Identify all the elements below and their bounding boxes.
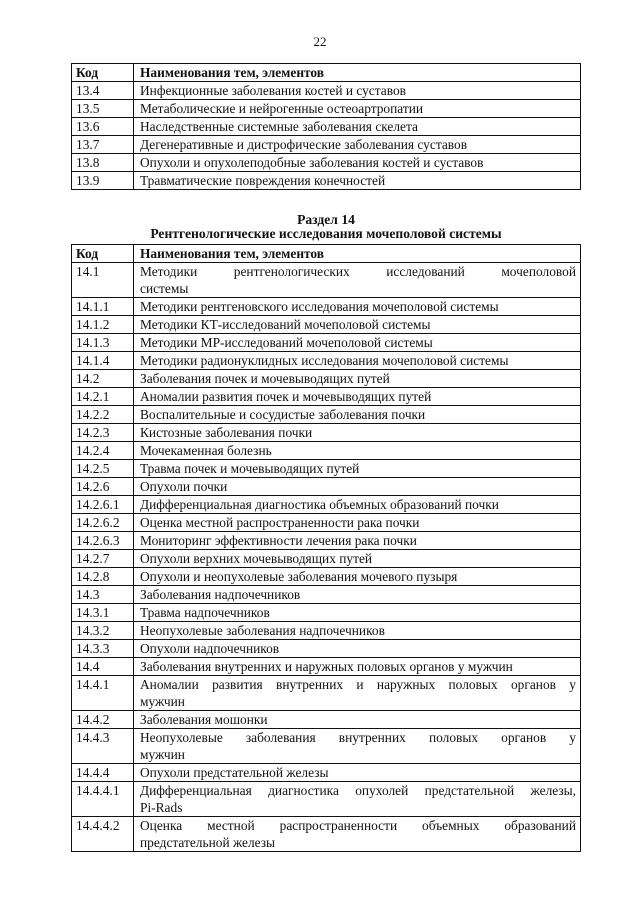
- row-topic-name: Травматические повреждения конечностей: [134, 172, 581, 190]
- row-code: 14.4.3: [72, 729, 134, 764]
- table-row: [72, 711, 581, 729]
- row-code: 14.4.1: [72, 676, 134, 711]
- topics-table-section-14: [71, 244, 581, 852]
- row-code: 14.2: [72, 370, 134, 388]
- table-row: [72, 406, 581, 424]
- row-topic-name-line1: Оценка местной распространенности объемных образований: [140, 818, 576, 833]
- table-row: [72, 352, 581, 370]
- table-row: [72, 442, 581, 460]
- row-code: 14.1.1: [72, 298, 134, 316]
- table-row: [72, 370, 581, 388]
- row-code: 14.1.2: [72, 316, 134, 334]
- row-topic-name-line1: Дифференциальная диагностика опухолей предстательной железы,: [140, 783, 576, 798]
- row-code: 13.6: [72, 118, 134, 136]
- table-row: [72, 622, 581, 640]
- row-topic-name-line1: Методики рентгенологических исследований мочеполовой: [140, 264, 576, 279]
- table-row: [72, 568, 581, 586]
- row-code: 14.2.8: [72, 568, 134, 586]
- table-row: [72, 388, 581, 406]
- row-topic-name: Дегенеративные и дистрофические заболевания суставов: [134, 136, 581, 154]
- row-topic-name-line1: Неопухолевые заболевания внутренних половых органов у: [140, 730, 576, 745]
- table-row: [72, 316, 581, 334]
- row-topic-name: Инфекционные заболевания костей и суставов: [134, 82, 581, 100]
- row-topic-name: Опухоли надпочечников: [134, 640, 581, 658]
- row-topic-name-line2: системы: [140, 281, 189, 296]
- row-code: 14.4.2: [72, 711, 134, 729]
- row-topic-name: Методики рентгеновского исследования мочеполовой системы: [134, 298, 581, 316]
- row-code: 14.3.2: [72, 622, 134, 640]
- row-topic-name: Травма надпочечников: [134, 604, 581, 622]
- row-topic-name: Заболевания почек и мочевыводящих путей: [134, 370, 581, 388]
- row-topic-name-line2: мужчин: [140, 747, 185, 762]
- table-row: [72, 532, 581, 550]
- row-topic-name-line2: предстательной железы: [140, 835, 276, 850]
- row-topic-name: [134, 676, 581, 711]
- table-row: [72, 729, 581, 764]
- row-code: 14.2.3: [72, 424, 134, 442]
- row-topic-name: Заболевания мошонки: [134, 711, 581, 729]
- table-row: [72, 586, 581, 604]
- row-code: 14.3.3: [72, 640, 134, 658]
- row-topic-name: Травма почек и мочевыводящих путей: [134, 460, 581, 478]
- row-topic-name: Аномалии развития почек и мочевыводящих путей: [134, 388, 581, 406]
- table-row: [72, 550, 581, 568]
- row-topic-name: Опухоли и неопухолевые заболевания мочевого пузыря: [134, 568, 581, 586]
- row-code: 14.2.1: [72, 388, 134, 406]
- name-column-header: Наименования тем, элементов: [134, 64, 581, 82]
- row-code: 13.4: [72, 82, 134, 100]
- row-topic-name: [134, 263, 581, 298]
- table-row: [72, 172, 581, 190]
- section-subtitle: Рентгенологические исследования мочеполовой системы: [150, 226, 502, 241]
- row-code: 14.4: [72, 658, 134, 676]
- row-code: 14.2.2: [72, 406, 134, 424]
- row-topic-name: [134, 729, 581, 764]
- table-row: [72, 263, 581, 298]
- table-row: [72, 478, 581, 496]
- row-code: 14.2.7: [72, 550, 134, 568]
- row-topic-name: Мониторинг эффективности лечения рака почки: [134, 532, 581, 550]
- table-row: [72, 154, 581, 172]
- row-code: 13.8: [72, 154, 134, 172]
- table-row: [72, 658, 581, 676]
- row-topic-name: Дифференциальная диагностика объемных образований почки: [134, 496, 581, 514]
- row-topic-name: Мочекаменная болезнь: [134, 442, 581, 460]
- table-header-row: [72, 64, 581, 82]
- row-topic-name: Неопухолевые заболевания надпочечников: [134, 622, 581, 640]
- table-row: [72, 514, 581, 532]
- row-topic-name: Опухоли и опухолеподобные заболевания костей и суставов: [134, 154, 581, 172]
- table-row: [72, 676, 581, 711]
- row-code: 14.3.1: [72, 604, 134, 622]
- row-code: 14.2.6.1: [72, 496, 134, 514]
- row-topic-name: Наследственные системные заболевания скелета: [134, 118, 581, 136]
- row-code: 13.7: [72, 136, 134, 154]
- code-column-header: Код: [72, 64, 134, 82]
- table-row: [72, 496, 581, 514]
- row-code: 13.9: [72, 172, 134, 190]
- table-row: [72, 298, 581, 316]
- row-code: 14.2.5: [72, 460, 134, 478]
- row-code: 14.2.6: [72, 478, 134, 496]
- code-column-header: Код: [72, 245, 134, 263]
- table-row: [72, 782, 581, 817]
- table-row: [72, 817, 581, 852]
- row-code: 14.1.3: [72, 334, 134, 352]
- row-topic-name: Опухоли почки: [134, 478, 581, 496]
- row-topic-name: Метаболические и нейрогенные остеоартропатии: [134, 100, 581, 118]
- row-topic-name: Опухоли предстательной железы: [134, 764, 581, 782]
- name-column-header: Наименования тем, элементов: [134, 245, 581, 263]
- row-code: 14.1.4: [72, 352, 134, 370]
- row-code: 14.3: [72, 586, 134, 604]
- row-code: 14.2.4: [72, 442, 134, 460]
- row-code: 14.4.4.2: [72, 817, 134, 852]
- row-code: 14.4.4: [72, 764, 134, 782]
- row-topic-name: Методики МР-исследований мочеполовой системы: [134, 334, 581, 352]
- row-topic-name-line2: мужчин: [140, 694, 185, 709]
- table-header-row: [72, 245, 581, 263]
- row-code: 14.1: [72, 263, 134, 298]
- row-topic-name: Кистозные заболевания почки: [134, 424, 581, 442]
- row-topic-name: Заболевания надпочечников: [134, 586, 581, 604]
- table-row: [72, 136, 581, 154]
- table-row: [72, 424, 581, 442]
- row-code: 14.2.6.2: [72, 514, 134, 532]
- row-code: 14.4.4.1: [72, 782, 134, 817]
- table-row: [72, 334, 581, 352]
- table-row: [72, 764, 581, 782]
- row-topic-name: Воспалительные и сосудистые заболевания почки: [134, 406, 581, 424]
- row-topic-name: Заболевания внутренних и наружных половых органов у мужчин: [134, 658, 581, 676]
- row-code: 13.5: [72, 100, 134, 118]
- row-topic-name: [134, 782, 581, 817]
- row-topic-name-line2: Pi-Rads: [140, 800, 183, 815]
- row-topic-name: Опухоли верхних мочевыводящих путей: [134, 550, 581, 568]
- table-row: [72, 118, 581, 136]
- row-code: 14.2.6.3: [72, 532, 134, 550]
- row-topic-name-line1: Аномалии развития внутренних и наружных половых органов у: [140, 677, 576, 692]
- row-topic-name: Методики КТ-исследований мочеполовой системы: [134, 316, 581, 334]
- table-row: [72, 640, 581, 658]
- table-row: [72, 460, 581, 478]
- page-number: 22: [313, 34, 327, 49]
- table-row: [72, 604, 581, 622]
- row-topic-name: [134, 817, 581, 852]
- topics-table-section-13: [71, 63, 581, 190]
- table-row: [72, 82, 581, 100]
- section-title: Раздел 14: [297, 212, 355, 227]
- table-row: [72, 100, 581, 118]
- row-topic-name: Методики радионуклидных исследования мочеполовой системы: [134, 352, 581, 370]
- row-topic-name: Оценка местной распространенности рака почки: [134, 514, 581, 532]
